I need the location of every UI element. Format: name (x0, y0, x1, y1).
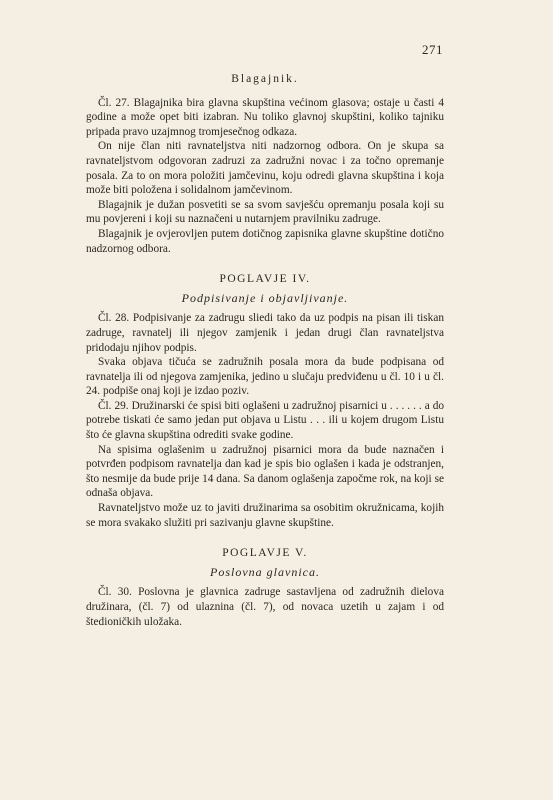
paragraph: Čl. 27. Blagajnika bira glavna skupština većinom glasova; ostaje u časti 4 godine a može opet biti izabran. Nu toliko glavnoj skupštini, koliko tajniku pripada pravo uzajmnog tromjesečnog odkaza. (86, 96, 444, 138)
chapter-title-v: Poslovna glavnica. (210, 564, 320, 579)
paragraph: Čl. 28. Podpisivanje za zadrugu sliedi tako da uz podpis na pisan ili tiskan zadruge, ravnatelj ili njegov zamjenik i jedan drugi član ravnateljstva pridodaju njihov podpis. (86, 312, 444, 354)
chapter-heading-iv: POGLAVJE IV. (219, 273, 311, 286)
paragraph: Na spisima oglašenim u zadružnoj pisarnici mora da bude naznačen i potvrđen podpisom ravnatelja dan kad je spis bio oglašen i kada je odstranjen, što nesmije da bude prije 14 dana. Sa danom oglašenja započme rok, na koji se odnaša objava. (86, 443, 444, 500)
chapter-heading-v: POGLAVJE V. (222, 547, 308, 560)
paragraph: Blagajnik je dužan posvetiti se sa svom savješću opremanju posala koji su mu povjereni i koji su naznačeni u nutarnjem pravilniku zadruge. (86, 198, 444, 226)
chapter-title-iv: Podpisivanje i objavljivanje. (181, 290, 349, 305)
document-body (86, 72, 444, 629)
paragraph: Blagajnik je ovjerovljen putem dotičnog zapisnika glavne skupštine dotično nadzornog odbora. (86, 227, 444, 255)
paragraph: Svaka objava tičuća se zadružnih posala mora da bude podpisana od ravnatelja ili od njegova zamjenika, jedino u slučaju predviđenu u čl. 10 i u čl. 24. podpiše onaj koji je izdao poziv. (86, 356, 444, 398)
page-number: 271 (422, 42, 443, 57)
paragraph: Čl. 29. Družinarski će spisi biti oglašeni u zadružnoj pisarnici u . . . . . . a do potrebe tiskati će samo jedan put objava u Listu . . . ili u kojem drugom Listu što će glavna skupština odrediti svake godine. (86, 399, 444, 442)
section-heading-blagajnik: Blagajnik. (231, 73, 299, 85)
paragraph: On nije član niti ravnateljstva niti nadzornog odbora. On je skupa sa ravnateljstvom odgovoran zadruzi za zadružni novac i za točno opremanje posala. Za to on mora položiti jamčevinu, koju odredi glavna skupština i koja može biti položena i solidalnom jamčevinom. (86, 140, 444, 197)
paragraph: Čl. 30. Poslovna je glavnica zadruge sastavljena od zadružnih dielova družinara, (čl. 7) od ulaznina (čl. 7), od novaca uzetih u zajam i od štedioničkih uložaka. (86, 586, 444, 628)
paragraph: Ravnateljstvo može uz to javiti družinarima sa osobitim okružnicama, kojih se mora svakako služiti pri sazivanju glavne skupštine. (86, 502, 444, 529)
